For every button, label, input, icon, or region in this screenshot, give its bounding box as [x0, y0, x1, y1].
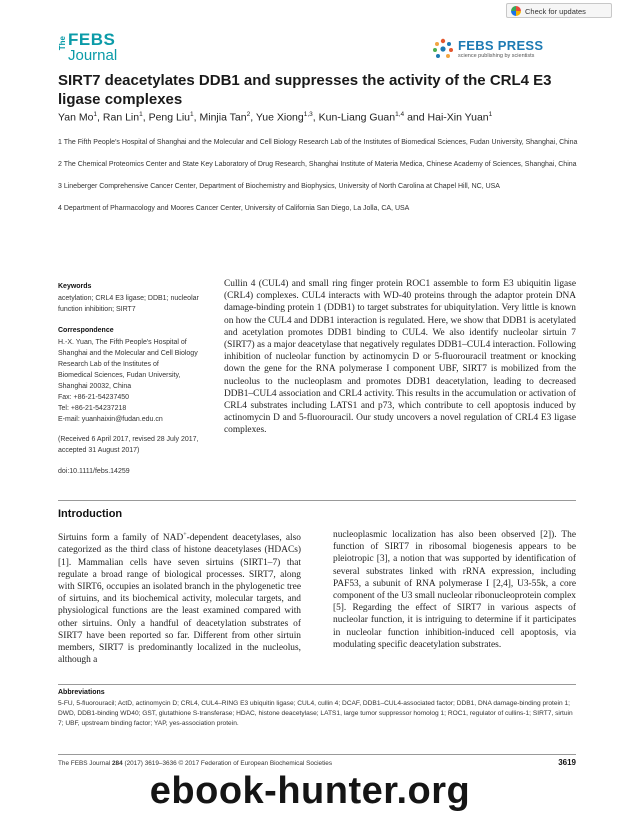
received-dates: (Received 6 April 2017, revised 28 July 2017, accepted 31 August 2017) [58, 436, 199, 454]
author-affiliation-marker: 1 [190, 111, 194, 118]
author-affiliation-marker: 1 [93, 111, 98, 118]
intro-column-1 [58, 529, 301, 666]
article-title: SIRT7 deacetylates DDB1 and suppresses the activity of the CRL4 E3 ligase complexes [58, 72, 552, 108]
press-wordmark: FEBS PRESS [458, 38, 544, 53]
febs-journal-logo [58, 30, 124, 68]
keywords-heading: Keywords [58, 283, 92, 290]
affiliation-3: 3 Lineberger Comprehensive Cancer Center, Department of Biochemistry and Biophysics, University of North Carolina at Chapel Hill, NC, USA [58, 183, 500, 190]
correspondence-line: Shanghai and the Molecular and Cell Biology [58, 350, 198, 357]
correspondence-line: Shanghai 20032, China [58, 383, 132, 390]
author-name: Minjia Tan [199, 111, 247, 124]
watermark: ebook-hunter.org [149, 770, 471, 812]
affiliation-4: 4 Department of Pharmacology and Moores Cancer Center, University of California San Diego, La Jolla, CA, USA [58, 205, 410, 212]
author-name: Hai-Xin Yuan [427, 111, 489, 124]
correspondence-line: H.-X. Yuan, The Fifth People's Hospital of [58, 339, 187, 346]
page-number: 3619 [558, 758, 576, 767]
author-affiliation-marker: 1,3 [303, 111, 313, 118]
correspondence-heading: Correspondence [58, 327, 114, 334]
author-affiliation-marker: 1 [488, 111, 493, 118]
keywords-text: acetylation; CRL4 E3 ligase; DDB1; nucleolar function inhibition; SIRT7 [58, 295, 199, 313]
correspondence-text [58, 337, 208, 425]
footer-rest: (2017) 3619–3636 © 2017 Federation of European Biochemical Societies [122, 760, 333, 767]
footer-journal: The FEBS Journal [58, 760, 111, 767]
correspondence-email[interactable]: E-mail: yuanhaixin@fudan.edu.cn [58, 416, 163, 423]
correspondence-line: Biomedical Sciences, Fudan University, [58, 372, 181, 379]
intro-column-2: nucleoplasmic localization has also been observed [2]). The function of SIRT7 in ribosomal biogenesis appears to be pleiotropic [3], a notion that was supported by identification of several substrates linked with rRNA expression, including PAF53, a subunit of RNA polymerase I [2,4], U3-55k, a core component of the U3 small nucleolar ribonucleoprotein complex [5]. Regarding the effect of SIRT7 in various aspects of nucleolar function, it is intriguing to determine if it participates in nucleolar function inhibition-induced cell apoptosis, via modulating specific deacetylation substrates. [333, 530, 576, 650]
footer-divider [58, 754, 576, 755]
author-affiliation-marker: 1 [139, 111, 143, 118]
logo-journal: Journal [68, 47, 118, 64]
febs-press-logo [432, 36, 544, 64]
section-divider [58, 500, 576, 501]
logo-the: The [58, 36, 67, 51]
affiliation-2: 2 The Chemical Proteomics Center and State Key Laboratory of Drug Research, Shanghai Institute of Materia Medica, Chinese Academy of Sciences, Shanghai, China [58, 161, 577, 168]
author-name: Peng Liu [148, 111, 191, 124]
abbreviations-text: 5-FU, 5-fluorouracil; ActD, actinomycin D; CRL4, CUL4–RING E3 ubiquitin ligase; CUL4, cullin 4; DCAF, DDB1–CUL4-associated factor; DDB1, DNA damage-binding protein 1; DWD, DDB1-binding WD40; GST, glutathione S-transferase; HDAC, histone deacetylase; LATS1, large tumor suppressor homolog 1; ROC1, regulator of cullins-1; SIRT7, sirtuin 7; UBF, upstream binding factor; YAP, yes-association protein. [58, 700, 573, 727]
crossmark-icon [511, 6, 521, 16]
abbreviations-heading: Abbreviations [58, 689, 105, 696]
intro-col1-post: -dependent deacetylases, also categorized as the third class of histone deacetylases (HDACs) [1]. Mammalian cells have seven sirtuins (SIRT1–7) that regulate a broad range of biological processes. SIRT7, along with SIRT6, occupies an isolated branch in the phylogenetic tree of sirtuins, and its biochemical activity, molecular targets, and physiological functions are the least examined compared with other sirtuins. Only a handful of deacetylation substrates of SIRT7 have been reported so far. Different from other sirtuin members, SIRT7 is predominantly localized in the nucleolus, although a [58, 533, 301, 666]
correspondence-fax: Fax: +86-21-54237450 [58, 394, 130, 401]
check-updates-label: Check for updates [525, 7, 586, 16]
correspondence-tel: Tel: +86-21-54237218 [58, 405, 127, 412]
logo-febs: FEBS [68, 30, 116, 49]
author-name: Kun-Liang Guan [318, 111, 396, 124]
footer-citation [58, 760, 332, 767]
introduction-heading: Introduction [58, 508, 123, 520]
author-name: Ran Lin [102, 111, 140, 124]
author-name: Yan Mo [58, 111, 94, 124]
check-for-updates-button[interactable] [506, 3, 612, 18]
doi[interactable]: doi:10.1111/febs.14259 [58, 468, 130, 475]
author-affiliation-marker: 1,4 [395, 111, 405, 118]
press-tagline: science publishing by scientists [458, 53, 535, 59]
abbrev-divider [58, 684, 576, 685]
correspondence-line: Research Lab of the Institutes of [58, 361, 159, 368]
febs-press-dots-icon [432, 38, 454, 60]
author-list: Yan Mo$^1$, Ran Lin$^1$, Peng Liu$^1$, Minjia Tan$^2$, Yue Xiong$^{1,3}$, Kun-Liang Guan$^{1,4}$ and Hai-Xin Yuan$^1$ [58, 111, 493, 124]
footer-volume: 284 [112, 760, 123, 767]
affiliation-1: 1 The Fifth People's Hospital of Shanghai and the Molecular and Cell Biology Research Lab of the Institutes of Biomedical Sciences, Fudan University, Shanghai, China [58, 139, 578, 146]
author-name: Yue Xiong [255, 111, 304, 124]
author-affiliation-marker: 2 [246, 111, 251, 118]
intro-col1-pre: Sirtuins form a family of NAD [58, 533, 184, 544]
abstract: Cullin 4 (CUL4) and small ring finger protein ROC1 assemble to form E3 ubiquitin ligase (CRL4) complexes. CUL4 interacts with WD-40 proteins through the adaptor protein DNA damage-binding protein 1 (DDB1) to target substrates for ubiquitylation. Very little is known on how the CUL4 and DDB1 interaction is regulated. Here, we show that DDB1 is acetylated and acetylation promotes DDB1 binding to CUL4. We also identify nucleolar sirtuin 7 (SIRT7) as a major deacetylase that negatively regulates DDB1–CUL4 interaction. Following inhibition of nucleolar function by actinomycin D or 5-fluorouracil treatment or knocking down the gene for the RNA polymerase I component UBF, SIRT7 is mobilized from the nucleolus to the nucleoplasm and promotes DDB1 deacetylation, leading to decreased DDB1–CUL4 association and CRL4 activity. This results in the accumulation or activation of CRL4 substrates including LATS1 and p73, which contribute to cell apoptosis induced by actinomycin D and 5-fluorouracil. Our study uncovers a novel regulation of CRL4 E3 ligase complexes. [224, 279, 576, 436]
nad-superscript: + [183, 532, 187, 538]
